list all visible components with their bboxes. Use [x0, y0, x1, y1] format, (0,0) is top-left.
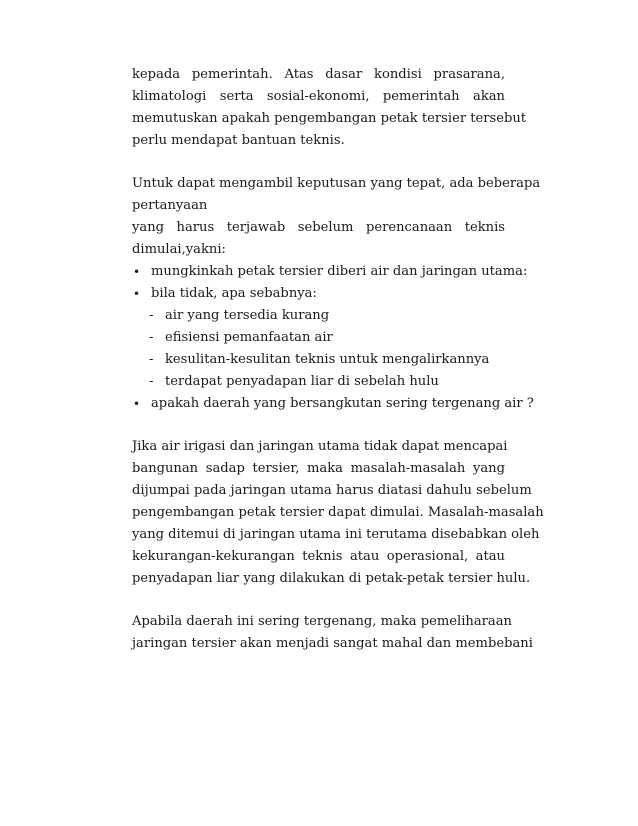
paragraph-gap [132, 590, 505, 611]
bullet-icon: • [133, 287, 141, 301]
list-item [132, 393, 534, 415]
text-line: perlu mendapat bantuan teknis. [132, 133, 345, 148]
dash-icon: - [149, 308, 154, 323]
document-page [132, 64, 544, 655]
text-line: klimatologi serta sosial-ekonomi, pemerintah akan [132, 89, 505, 104]
sub-list-item-text: efisiensi pemanfaatan air [165, 330, 333, 345]
text-line: Apabila daerah ini sering tergenang, maka pemeliharaan [132, 614, 512, 629]
sub-list-item [132, 327, 505, 349]
sub-list-item-text: kesulitan-kesulitan teknis untuk mengalirkannya [165, 352, 490, 367]
list-item-text: apakah daerah yang bersangkutan sering tergenang air ? [151, 396, 534, 411]
sub-list-item [132, 371, 505, 393]
paragraph-gap [132, 152, 505, 173]
text-line: pengembangan petak tersier dapat dimulai. Masalah-masalah [132, 505, 544, 520]
sub-list-item-text: air yang tersedia kurang [165, 308, 330, 323]
dash-icon: - [149, 374, 154, 389]
text-line: pertanyaan [132, 198, 208, 213]
list-item-text: mungkinkah petak tersier diberi air dan jaringan utama: [151, 264, 528, 279]
paragraph-main-network-problems [132, 436, 544, 590]
text-line: jaringan tersier akan menjadi sangat mahal dan membebani [132, 636, 533, 651]
text-line: yang ditemui di jaringan utama ini terutama disebabkan oleh [132, 527, 540, 542]
paragraph-gap [132, 415, 505, 436]
bullet-icon: • [133, 265, 141, 279]
list-item-text: bila tidak, apa sebabnya: [151, 286, 317, 301]
text-line: penyadapan liar yang dilakukan di petak-petak tersier hulu. [132, 571, 531, 586]
paragraph-questions-intro [132, 173, 541, 261]
question-list [132, 261, 534, 415]
sub-list-item [132, 305, 505, 327]
text-line: Untuk dapat mengambil keputusan yang tepat, ada beberapa [132, 176, 541, 191]
paragraph-flooding [132, 611, 533, 655]
text-line: kekurangan-kekurangan teknis atau operasional, atau [132, 549, 505, 564]
text-line: Jika air irigasi dan jaringan utama tidak dapat mencapai [132, 439, 508, 454]
dash-icon: - [149, 330, 154, 345]
text-line: memutuskan apakah pengembangan petak tersier tersebut [132, 111, 527, 126]
sub-list-item [132, 349, 505, 371]
paragraph-decision-basis [132, 64, 527, 152]
text-line: bangunan sadap tersier, maka masalah-masalah yang [132, 461, 505, 476]
list-item [132, 283, 505, 305]
dash-icon: - [149, 352, 154, 367]
text-line: dijumpai pada jaringan utama harus diatasi dahulu sebelum [132, 483, 532, 498]
bullet-icon: • [133, 397, 141, 411]
text-line: yang harus terjawab sebelum perencanaan teknis [132, 220, 505, 235]
sub-list-item-text: terdapat penyadapan liar di sebelah hulu [165, 374, 439, 389]
text-line: kepada pemerintah. Atas dasar kondisi prasarana, [132, 67, 505, 82]
text-line: dimulai,yakni: [132, 242, 226, 257]
list-item [132, 261, 528, 283]
